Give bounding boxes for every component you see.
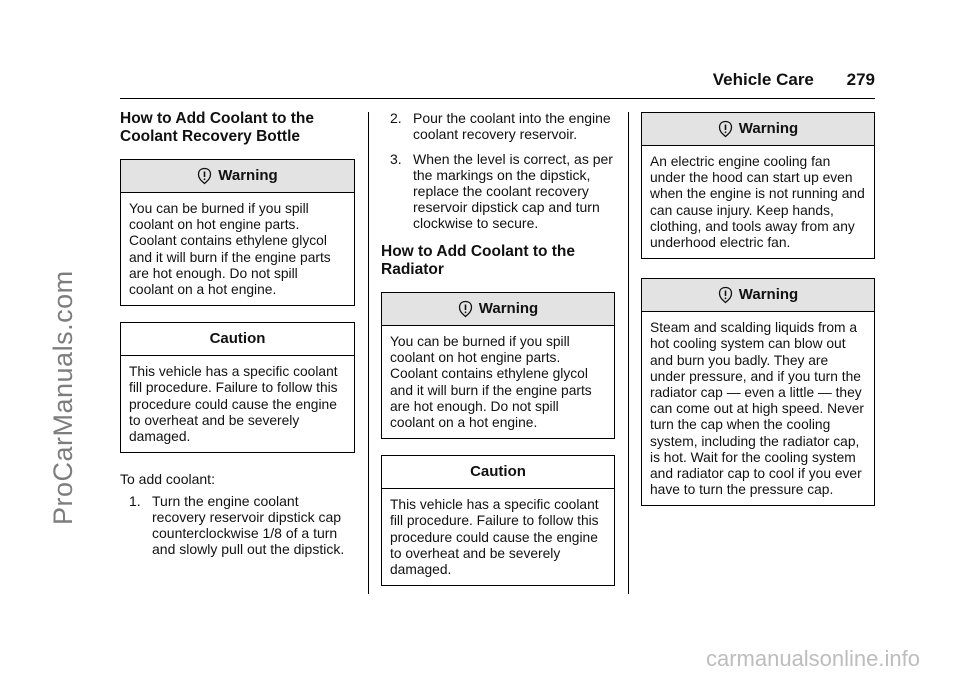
caution-header bbox=[382, 456, 614, 489]
warning-icon bbox=[718, 286, 733, 304]
step-text: Pour the coolant into the engine coolant recovery reservoir. bbox=[413, 110, 611, 142]
page-header bbox=[660, 70, 875, 90]
step-item bbox=[129, 493, 355, 557]
warning-text: Steam and scalding liquids from a hot cooling system can blow out and burn you badly. They are under pressure, and if you turn the radiator cap — even a little — they can come out at high speed. Never turn the cap when the cooling system, including the radiator cap, is hot. Wait for the cooling system and radiator cap to cool if you ever have to turn the pressure cap. bbox=[650, 320, 864, 498]
bottom-watermark: carmanualsonline.info bbox=[705, 646, 920, 671]
caution-box bbox=[120, 322, 355, 453]
column-divider bbox=[368, 112, 369, 594]
column-2 bbox=[381, 110, 615, 602]
warning-box bbox=[641, 112, 875, 259]
column-divider bbox=[628, 112, 629, 594]
warning-icon bbox=[718, 120, 733, 138]
warning-text: An electric engine cooling fan under the hood can start up even when the engine is not running and can cause injury. Keep hands, clothing, and tools away from any underhood electric fan. bbox=[650, 154, 865, 251]
caution-text: This vehicle has a specific coolant fill procedure. Failure to follow this procedure could cause the engine to overheat and be severely damaged. bbox=[129, 364, 338, 445]
step-text: When the level is correct, as per the markings on the dipstick, replace the coolant recovery reservoir dipstick cap and turn clockwise to secure. bbox=[413, 151, 613, 231]
warning-header bbox=[382, 293, 614, 326]
warning-title: Warning bbox=[738, 120, 799, 137]
warning-box bbox=[120, 159, 355, 306]
column-1 bbox=[120, 110, 355, 566]
step-item bbox=[390, 151, 615, 231]
warning-header bbox=[642, 279, 874, 312]
warning-header bbox=[121, 160, 354, 193]
warning-text: You can be burned if you spill coolant on hot engine parts. Coolant contains ethylene glycol and it will burn if the engine parts are hot enough. Do not spill coolant on a hot engine. bbox=[129, 201, 331, 298]
warning-icon bbox=[197, 167, 212, 185]
step-text: Turn the engine coolant recovery reservoir dipstick cap counterclockwise 1/8 of a turn and slowly pull out the dipstick. bbox=[152, 493, 345, 558]
column-3 bbox=[641, 112, 875, 522]
caution-title: Caution bbox=[209, 330, 266, 348]
section-title: Vehicle Care bbox=[712, 70, 814, 89]
caution-header bbox=[121, 323, 354, 356]
section-heading: How to Add Coolant to the Coolant Recovery Bottle bbox=[120, 110, 314, 145]
step-number: 1. bbox=[129, 493, 141, 510]
side-watermark: ProCarManuals.com bbox=[48, 270, 78, 525]
warning-title: Warning bbox=[478, 300, 539, 317]
warning-box bbox=[641, 278, 875, 506]
caution-text: This vehicle has a specific coolant fill procedure. Failure to follow this procedure could cause the engine to overheat and be severely damaged. bbox=[390, 497, 599, 578]
step-number: 2. bbox=[390, 110, 402, 126]
intro-text: To add coolant: bbox=[120, 471, 215, 488]
step-list bbox=[390, 110, 615, 231]
warning-title: Warning bbox=[218, 167, 278, 184]
step-list bbox=[129, 493, 355, 557]
caution-title: Caution bbox=[470, 463, 526, 481]
step-number: 3. bbox=[390, 151, 402, 167]
warning-title: Warning bbox=[738, 286, 799, 304]
warning-icon bbox=[458, 300, 473, 318]
warning-box bbox=[381, 292, 615, 439]
header-rule bbox=[120, 98, 875, 99]
section-heading: How to Add Coolant to the Radiator bbox=[381, 243, 575, 278]
warning-header bbox=[642, 113, 874, 146]
caution-box bbox=[381, 455, 615, 586]
page-number: 279 bbox=[846, 70, 875, 89]
warning-text: You can be burned if you spill coolant on hot engine parts. Coolant contains ethylene glycol and it will burn if the engine parts are hot enough. Do not spill coolant on a hot engine. bbox=[390, 334, 592, 431]
step-item bbox=[390, 110, 615, 142]
